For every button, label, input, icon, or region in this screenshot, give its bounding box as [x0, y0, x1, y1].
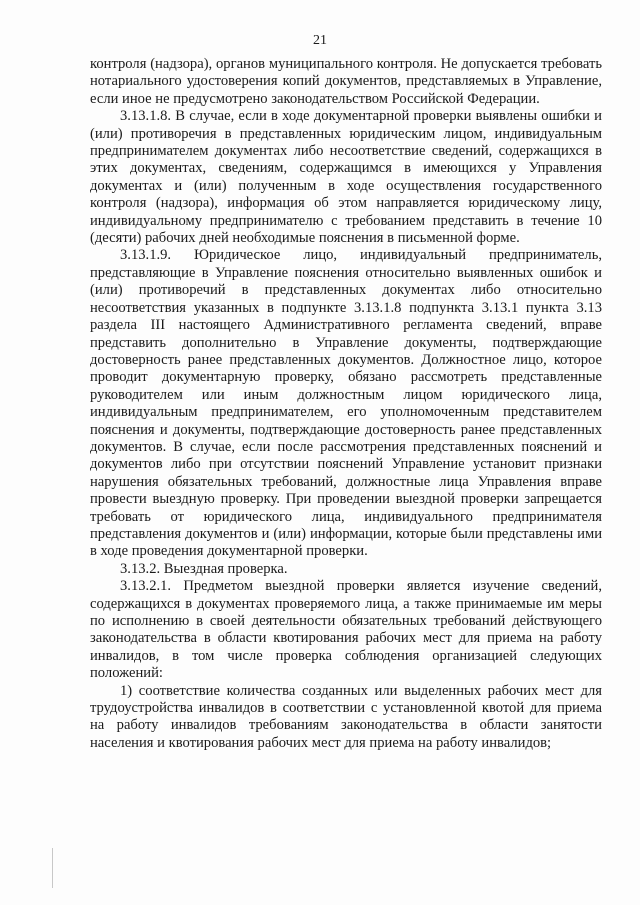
document-body [90, 56, 602, 752]
paragraph-3-13-1-9: 3.13.1.9. Юридическое лицо, индивидуальный предприниматель, представляющие в Управление пояснения относительно выявленных ошибок и (или) противоречий в представленных документах либо относительно несоответствия указанных в подпункте 3.13.1.8 подпункта 3.13.1 пункта 3.13 раздела III настоящего Административного регламента сведений, вправе представить дополнительно в Управление документы, подтверждающие достоверность ранее представленных документов. Должностное лицо, которое проводит документарную проверку, обязано рассмотреть представленные руководителем или иным должностным лицом юридического лица, индивидуальным предпринимателем, его уполномоченным представителем пояснения и документы, подтверждающие достоверность ранее представленных документов. В случае, если после рассмотрения представленных пояснений и документов либо при отсутствии пояснений Управление установит признаки нарушения обязательных требований, должностные лица Управления вправе провести выездную проверку. При проведении выездной проверки запрещается требовать от юридического лица, индивидуального предпринимателя представления документов и (или) информации, которые были представлены ими в ходе проведения документарной проверки. [90, 247, 602, 560]
paragraph-3-13-1-8: 3.13.1.8. В случае, если в ходе документарной проверки выявлены ошибки и (или) противоречия в представленных юридическим лицом, индивидуальным предпринимателем документах либо несоответствие сведений, содержащихся в этих документах, сведениям, содержащимся в имеющихся у Управления документах и (или) полученным в ходе осуществления государственного контроля (надзора), информация об этом направляется юридическому лицу, индивидуальному предпринимателю с требованием представить в течение 10 (десяти) рабочих дней необходимые пояснения в письменной форме. [90, 108, 602, 247]
page-number: 21 [313, 33, 327, 48]
paragraph-3-13-2-heading: 3.13.2. Выездная проверка. [120, 560, 288, 577]
scan-edge-mark [52, 848, 53, 888]
paragraph-continuation: контроля (надзора), органов муниципального контроля. Не допускается требовать нотариального удостоверения копий документов, представляемых в Управление, если иное не предусмотрено законодательством Российской Федерации. [90, 56, 602, 107]
list-item-1: 1) соответствие количества созданных или выделенных рабочих мест для трудоустройства инвалидов в соответствии с установленной квотой для приема на работу инвалидов требованиям законодательства в области занятости населения и квотирования рабочих мест для приема на работу инвалидов; [90, 682, 602, 751]
paragraph-3-13-2-1: 3.13.2.1. Предметом выездной проверки является изучение сведений, содержащихся в документах проверяемого лица, а также принимаемые им меры по исполнению в своей деятельности обязательных требований действующего законодательства в области квотирования рабочих мест для приема на работу инвалидов, в том числе проверка соблюдения организацией следующих положений: [90, 578, 602, 682]
